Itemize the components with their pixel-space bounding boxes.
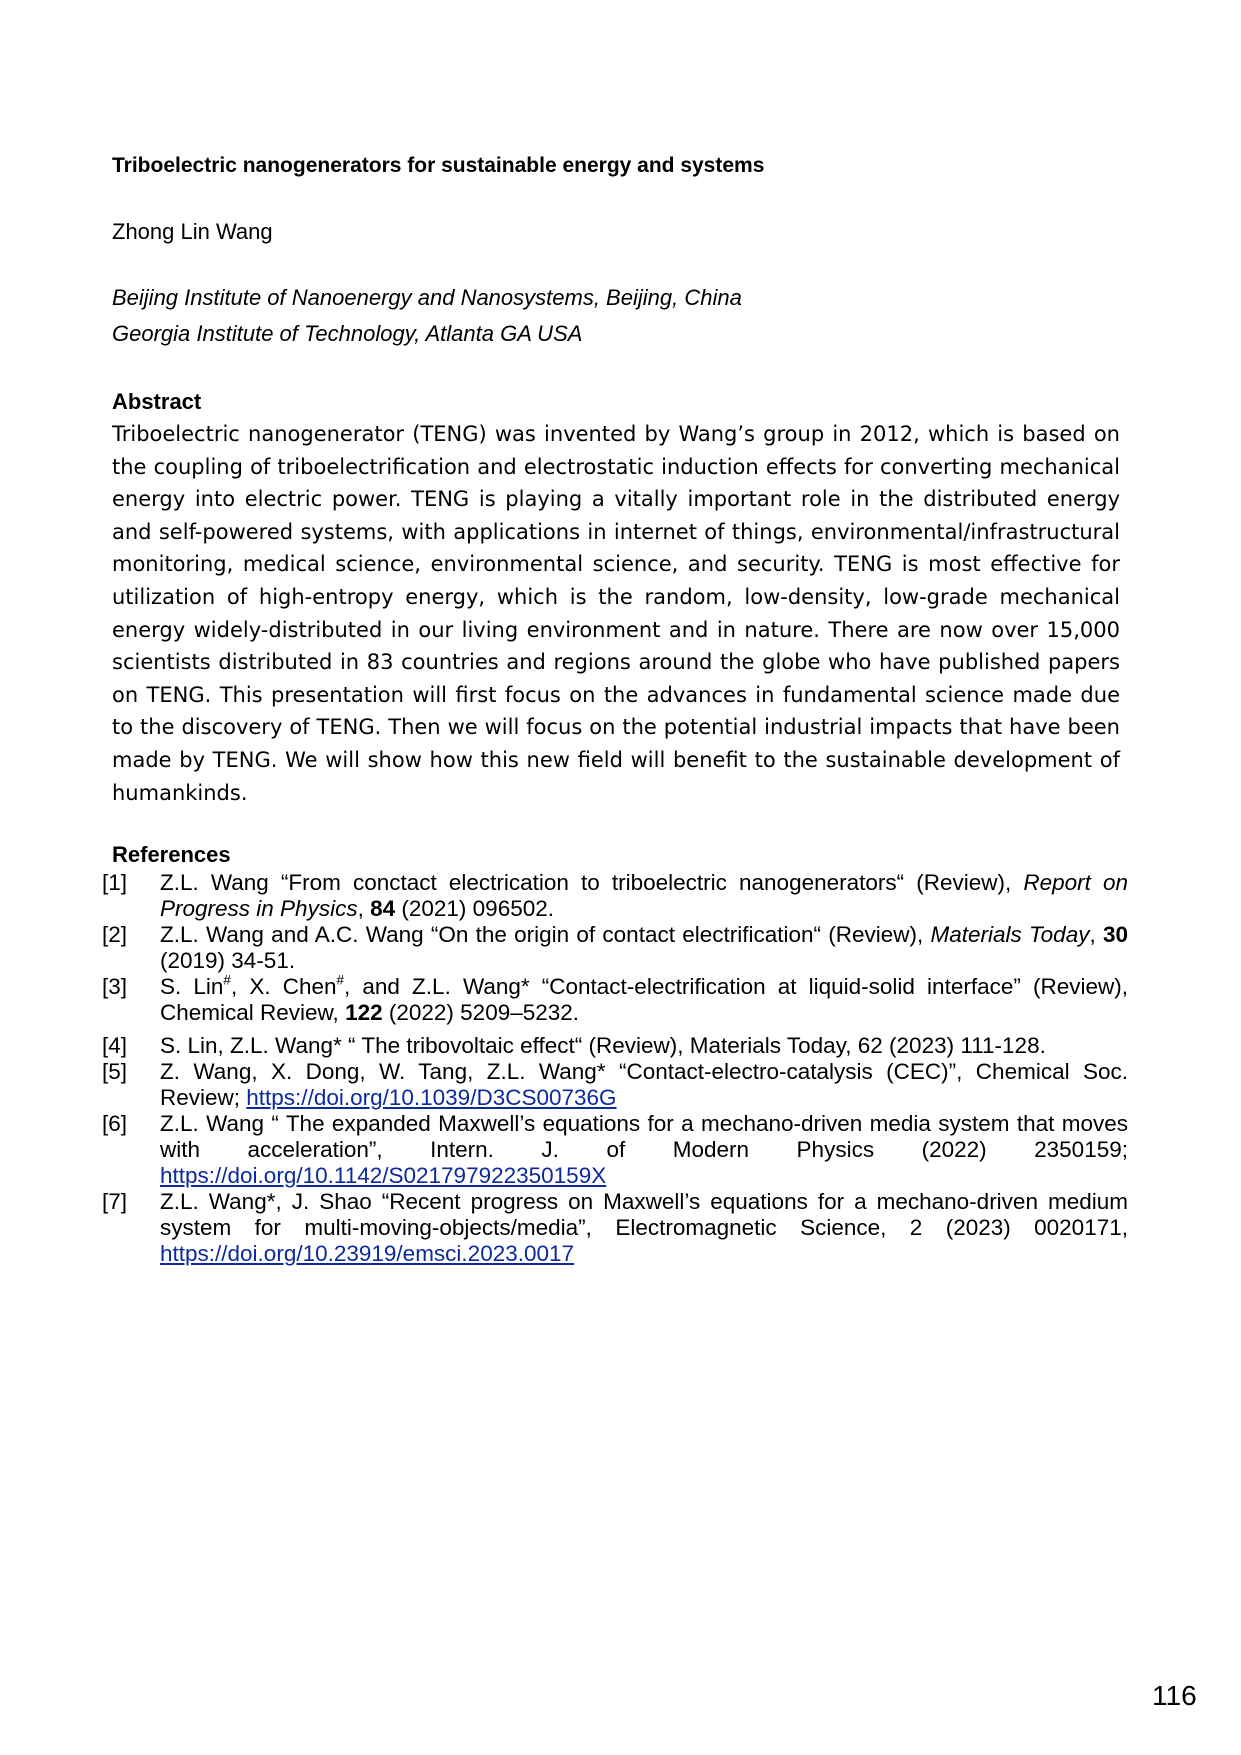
reference-number: [2] [102, 922, 128, 947]
abstract-text: Triboelectric nanogenerator (TENG) was invented by Wang’s group in 2012, which is based on the coupling of triboelectrification and electrostatic induction effects for converting mechanical energy into electric power. TENG is playing a vitally important role in the distributed energy and self-powered systems, with applications in internet of things, environmental/infrastructural monitoring, medical science, environmental science, and security. TENG is most effective for utilization of high-entropy energy, which is the random, low-density, low-grade mechanical energy widely-distributed in our living environment and in nature. There are now over 15,000 scientists distributed in 83 countries and regions around the globe who have published papers on TENG. This presentation will first focus on the advances in fundamental science made due to the discovery of TENG. Then we will focus on the potential industrial impacts that have been made by TENG. We will show how this new field will benefit to the sustainable development of humankinds. [112, 422, 1120, 805]
reference-number: [7] [102, 1189, 128, 1214]
reference-superscript: # [336, 972, 345, 988]
reference-separator: , [1089, 922, 1103, 947]
reference-author: , X. Chen [230, 974, 337, 999]
reference-number: [3] [102, 974, 128, 999]
reference-doi-link[interactable]: https://doi.org/10.1142/S021797922350159X [160, 1163, 607, 1188]
reference-item [102, 1033, 1128, 1059]
reference-item [102, 870, 1128, 922]
paper-title: Triboelectric nanogenerators for sustainable energy and systems [112, 154, 765, 177]
reference-text: , and Z.L. Wang* “Contact-electrification at liquid-solid interface” (Review), Chemical Review, [160, 974, 1128, 1025]
reference-doi-link[interactable]: https://doi.org/10.1039/D3CS00736G [246, 1085, 617, 1110]
reference-body [160, 974, 1128, 1026]
reference-item [102, 1059, 1128, 1111]
reference-rest: (2019) 34-51. [160, 948, 296, 973]
reference-volume: 30 [1102, 922, 1128, 947]
reference-superscript: # [223, 972, 231, 988]
reference-body [160, 1111, 1128, 1189]
reference-body [160, 922, 1128, 974]
reference-body [160, 1189, 1128, 1267]
page-number: 116 [1152, 1680, 1197, 1711]
reference-text: Z. Wang, X. Dong, W. Tang, Z.L. Wang* “Contact-electro-catalysis (CEC)”, Chemical Soc. Review; [160, 1059, 1128, 1110]
reference-item [102, 974, 1128, 1026]
reference-body [160, 1033, 1128, 1059]
reference-text: Z.L. Wang “ The expanded Maxwell’s equations for a mechano-driven media system that moves with acceleration”, Intern. J. of Modern Physics (2022) 2350159; [160, 1111, 1128, 1162]
reference-number: [1] [102, 870, 128, 895]
reference-volume: 84 [370, 896, 396, 921]
reference-separator: , [357, 896, 371, 921]
reference-text: Z.L. Wang*, J. Shao “Recent progress on Maxwell’s equations for a mechano-driven medium system for multi-moving-objects/media”, Electromagnetic Science, 2 (2023) 0020171, [160, 1189, 1128, 1240]
reference-body [160, 870, 1128, 922]
reference-doi-link[interactable]: https://doi.org/10.23919/emsci.2023.0017 [160, 1241, 575, 1266]
author-name: Zhong Lin Wang [112, 219, 273, 244]
abstract-heading: Abstract [112, 389, 202, 414]
reference-number: [6] [102, 1111, 128, 1136]
reference-item [102, 1111, 1128, 1189]
reference-volume: 122 [345, 1000, 383, 1025]
reference-text: Z.L. Wang “From conctact electrication to triboelectric nanogenerators“ (Review), [160, 870, 1024, 895]
reference-journal: Report on Progress in Physics [160, 870, 1129, 921]
reference-rest: (2022) 5209–5232. [382, 1000, 580, 1025]
reference-number: [5] [102, 1059, 128, 1084]
reference-rest: (2021) 096502. [395, 896, 554, 921]
affiliation-2: Georgia Institute of Technology, Atlanta GA USA [112, 321, 583, 346]
reference-text: S. Lin, Z.L. Wang* “ The tribovoltaic effect“ (Review), Materials Today, 62 (2023) 111-128. [160, 1033, 1046, 1058]
reference-text: Z.L. Wang and A.C. Wang “On the origin of contact electrification“ (Review), [160, 922, 931, 947]
reference-author: S. Lin [160, 974, 224, 999]
reference-journal: Materials Today [930, 922, 1090, 947]
references-heading: References [112, 842, 231, 867]
affiliation-1: Beijing Institute of Nanoenergy and Nanosystems, Beijing, China [112, 285, 742, 310]
reference-item [102, 922, 1128, 974]
reference-number: [4] [102, 1033, 128, 1058]
reference-body [160, 1059, 1128, 1111]
reference-item [102, 1189, 1128, 1267]
